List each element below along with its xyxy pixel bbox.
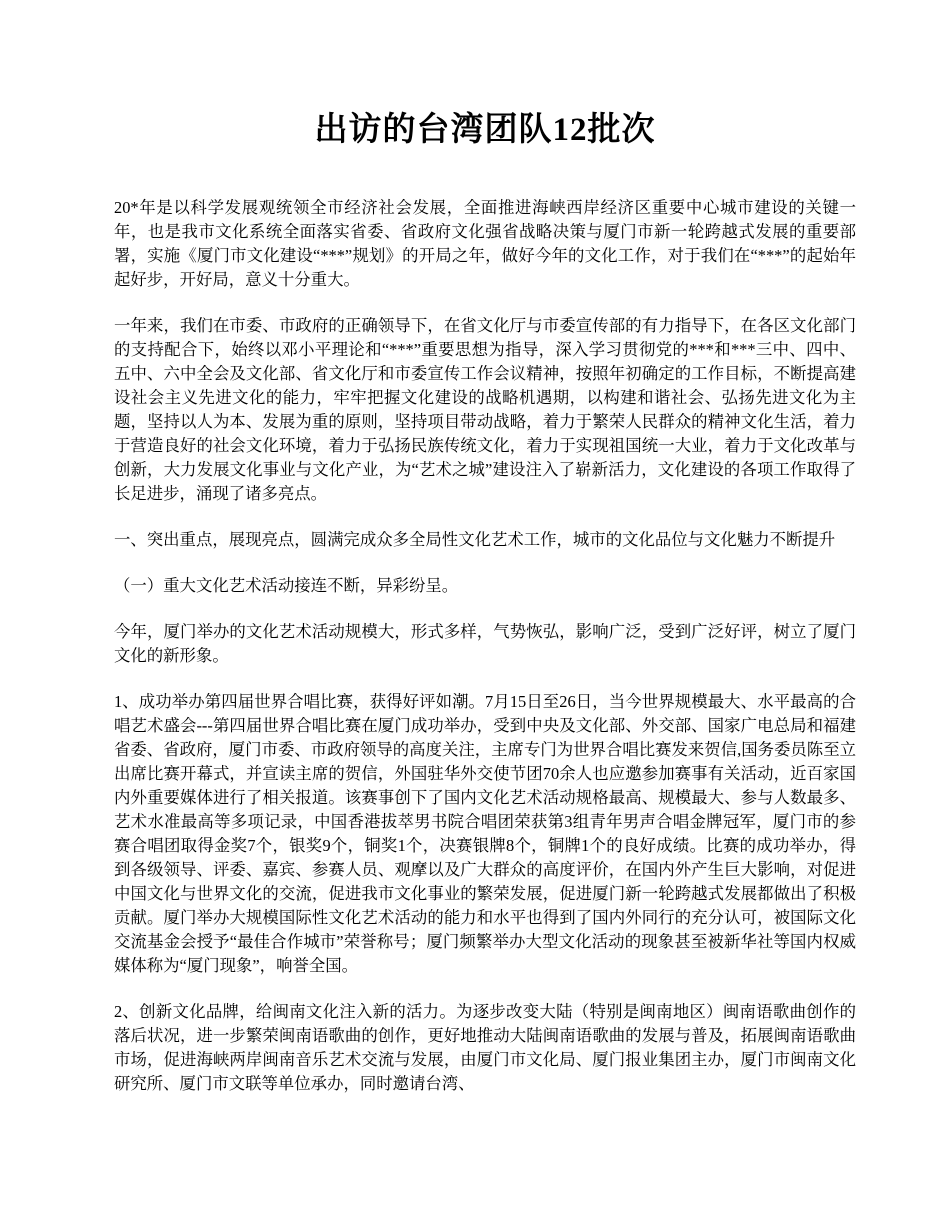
paragraph-item-1: 1、成功举办第四届世界合唱比赛，获得好评如潮。7月15日至26日，当今世界规模最大、水平最高的合唱艺术盛会---第四届世界合唱比赛在厦门成功举办，受到中央及文化部、外交部、国家广电总局和福建省委、省政府，厦门市委、市政府领导的高度关注，主席专门为世界合唱比赛发来贺信,国务委员陈至立出席比赛开幕式，并宣读主席的贺信，外国驻华外交使节团70余人也应邀参加赛事有关活动，近百家国内外重要媒体进行了相关报道。该赛事创下了国内文化艺术活动规格最高、规模最大、参与人数最多、艺术水准最高等多项记录，中国香港拔萃男书院合唱团荣获第3组青年男声合唱金牌冠军，厦门市的参赛合唱团取得金奖7个，银奖9个，铜奖1个，决赛银牌8个，铜牌1个的良好成绩。比赛的成功举办，得到各级领导、评委、嘉宾、参赛人员、观摩以及广大群众的高度评价，在国内外产生巨大影响，对促进中国文化与世界文化的交流，促进我市文化事业的繁荣发展，促进厦门新一轮跨越式发展都做出了积极贡献。厦门举办大规模国际性文化艺术活动的能力和水平也得到了国内外同行的充分认可，被国际文化交流基金会授予“最佳合作城市”荣誉称号；厦门频繁举办大型文化活动的现象甚至被新华社等国内权威媒体称为“厦门现象”，响誉全国。 [114,692,856,975]
paragraph-summary: 一年来，我们在市委、市政府的正确领导下，在省文化厅与市委宣传部的有力指导下，在各区文化部门的支持配合下，始终以邓小平理论和“***”重要思想为指导，深入学习贯彻党的***和***三中、四中、五中、六中全会及文化部、省文化厅和市委宣传工作会议精神，按照年初确定的工作目标，不断提高建设社会主义先进文化的能力，牢牢把握文化建设的战略机遇期，以构建和谐社会、弘扬先进文化为主题，坚持以人为本、发展为重的原则，坚持项目带动战略，着力于繁荣人民群众的精神文化生活，着力于营造良好的社会文化环境，着力于弘扬民族传统文化，着力于实现祖国统一大业，着力于文化改革与创新，大力发展文化事业与文化产业，为“艺术之城”建设注入了崭新活力，文化建设的各项工作取得了长足进步，涌现了诸多亮点。 [114,316,856,503]
paragraph-intro: 20*年是以科学发展观统领全市经济社会发展，全面推进海峡西岸经济区重要中心城市建设的关键一年，也是我市文化系统全面落实省委、省政府文化强省战略决策与厦门市新一轮跨越式发展的重要部署，实施《厦门市文化建设“***”规划》的开局之年，做好今年的文化工作，对于我们在“***”的起始年起好步，开好局，意义十分重大。 [114,198,856,289]
paragraph-item-2: 2、创新文化品牌，给闽南文化注入新的活力。为逐步改变大陆（特别是闽南地区）闽南语歌曲创作的落后状况，进一步繁荣闽南语歌曲的创作，更好地推动大陆闽南语歌曲的发展与普及，拓展闽南语歌曲市场，促进海峡两岸闽南音乐艺术交流与发展，由厦门市文化局、厦门报业集团主办，厦门市闽南文化研究所、厦门市文联等单位承办，同时邀请台湾、 [114,1002,856,1093]
paragraph-overview: 今年，厦门举办的文化艺术活动规模大，形式多样，气势恢弘，影响广泛，受到广泛好评，树立了厦门文化的新形象。 [114,622,856,665]
section-heading-1: 一、突出重点，展现亮点，圆满完成众多全局性文化艺术工作，城市的文化品位与文化魅力不断提升 [114,530,836,549]
subsection-heading-1: （一）重大文化艺术活动接连不断，异彩纷呈。 [114,576,459,595]
document-title: 出访的台湾团队12批次 [314,112,656,148]
